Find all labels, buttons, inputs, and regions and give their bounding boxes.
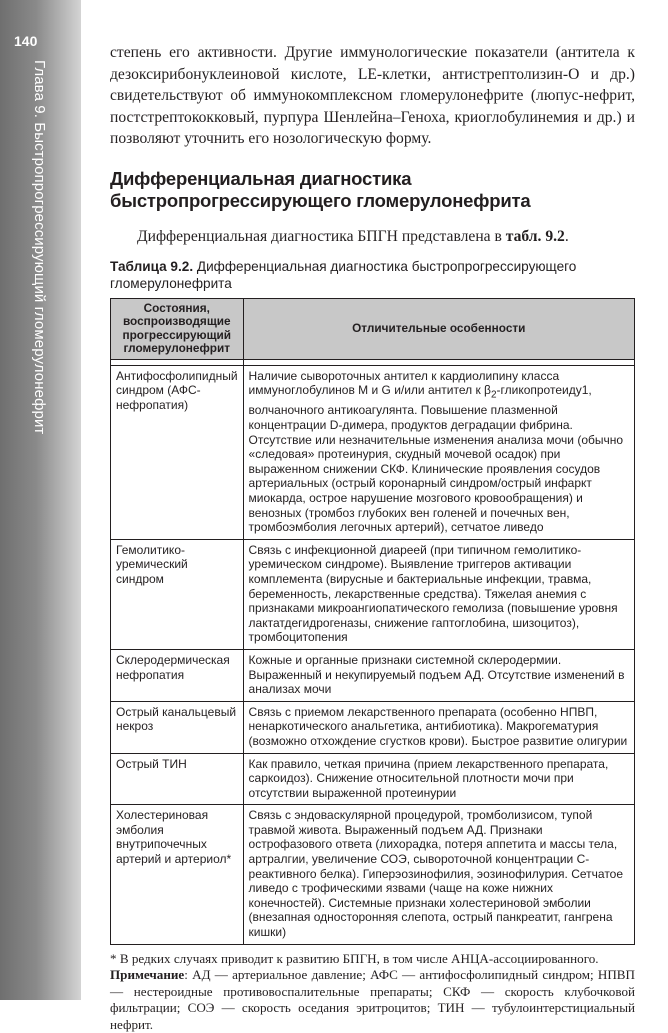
note-text: : АД — артериальное давление; АФС — антифосфолипидный синдром; НПВП — нестероидные противовоспалительные препараты; СКФ — скорость клубочковой фильтрации; СОЭ — скорость оседания эритроцитов; ТИН — тубулоинтерстициальный нефрит. <box>110 967 635 1032</box>
table-reference: табл. 9.2 <box>505 227 565 245</box>
table-note <box>110 967 635 1033</box>
running-head: Глава 9. Быстропрогрессирующий гломерулонефрит <box>31 60 48 435</box>
page-content <box>110 42 635 1033</box>
table-row <box>111 365 635 539</box>
chapter-sidebar <box>0 0 81 1000</box>
section-heading: Дифференциальная диагностика быстропрогрессирующего гломерулонефрита <box>110 167 531 211</box>
table-caption-text: Дифференциальная диагностика быстропрогрессирующего гломерулонефрита <box>110 258 577 291</box>
table-row <box>111 649 635 701</box>
column-header-condition: Состояния, воспроизводящие прогрессирующий гломерулонефрит <box>111 298 244 359</box>
condition-cell: Гемолитико-уремический синдром <box>111 539 244 649</box>
table-row <box>111 539 635 649</box>
table-footnote: * В редких случаях приводит к развитию БПГН, в том числе АНЦА-ассоциированного. <box>110 950 599 966</box>
condition-cell: Антифосфолипидный синдром (АФС-нефропатия) <box>111 365 244 539</box>
differential-diagnosis-table <box>110 298 635 945</box>
table-row <box>111 753 635 805</box>
features-cell <box>243 365 634 539</box>
page-number: 140 <box>14 33 38 49</box>
table-row <box>111 805 635 944</box>
features-cell: Как правило, четкая причина (прием лекарственного препарата, саркоидоз). Снижение относительной плотности мочи при отсутствии выраженной протеинурии <box>243 753 634 805</box>
features-text-extra: Отсутствие или незначительные изменения анализа мочи (обычно «следовая» протеинурия, скудный мочевой осадок) при выраженном снижении СКФ. Клинические проявления сосудов артериальных (острый коронарный синдром/острый инфаркт миокарда, острое нарушение мозгового кровообращения) и венозных (тромбоз глубоких вен голеней и почечных вен, тромбоэмболия легочных артерий), сетчатое ливедо <box>248 432 624 535</box>
features-cell: Кожные и органные признаки системной склеродермии. Выраженный и некупируемый подъем АД. Отсутствие изменений в анализах мочи <box>243 649 634 701</box>
table-caption <box>110 258 635 292</box>
condition-cell: Острый ТИН <box>111 753 244 805</box>
note-label: Примечание <box>110 967 185 983</box>
features-text: Наличие сывороточных антител к кардиолипину класса иммуноглобулинов M и G и/или антител к β <box>248 368 560 398</box>
opening-paragraph: степень его активности. Другие иммунологические показатели (антитела к дезоксирибонуклеиновой кислоте, LE-клетки, антистрептолизин-О и др.) свидетельствуют об иммунокомплексном гломерулонефрите (люпус-нефрит, постстрептококковый, пурпура Шенлейна–Геноха, криоглобулинемия и др.) и позволяют уточнить его нозологическую форму. <box>110 44 635 147</box>
column-header-features: Отличительные особенности <box>243 298 634 359</box>
features-cell: Связь с эндоваскулярной процедурой, тромболизисом, тупой травмой живота. Выраженный подъем АД. Признаки острофазового ответа (лихорадка, потеря аппетита и массы тела, артралгии, увеличение СОЭ, сывороточной концентрации С-реактивного белка). Гиперэозинофилия, эозинофилурия. Сетчатое ливедо с трофическими язвами (чаще на коже нижних конечностей). Системные признаки холестериновой эмболии (внезапная односторонняя слепота, острый панкреатит, гангрена кишки) <box>243 805 634 944</box>
table-header-row <box>111 298 635 359</box>
features-subscript: 2 <box>490 389 497 401</box>
table-row <box>111 701 635 753</box>
features-cell: Связь с приемом лекарственного препарата (особенно НПВП, ненаркотического анальгетика, антибиотика). Макрогематурия (возможно отхождение сгустков крови). Быстрое развитие олигурии <box>243 701 634 753</box>
intro-paragraph <box>110 226 635 247</box>
features-cell: Связь с инфекционной диареей (при типичном гемолитико-уремическом синдроме). Выявление триггеров активации комплемента (вирусные и бактериальные инфекции, травма, беременность, лекарственные средства). Тяжелая анемия с признаками микроангиопатического гемолиза (повышение уровня лактатдегидрогеназы, снижение гаптоглобина, шизоцитоз), тромбоцитопения <box>243 539 634 649</box>
intro-text: Дифференциальная диагностика БПГН представлена в <box>137 227 506 245</box>
intro-end: . <box>564 227 569 245</box>
condition-cell: Склеродермическая нефропатия <box>111 649 244 701</box>
table-caption-label: Таблица 9.2. <box>110 258 194 274</box>
condition-cell: Острый канальцевый некроз <box>111 701 244 753</box>
condition-cell: Холестериновая эмболия внутрипочечных артерий и артериол* <box>111 805 244 944</box>
features-text-cont: -гликопротеиду1, волчаночного антикоагулянта. Повышение плазменной концентрации D-димера, продуктов деградации фибрина. <box>248 383 592 433</box>
